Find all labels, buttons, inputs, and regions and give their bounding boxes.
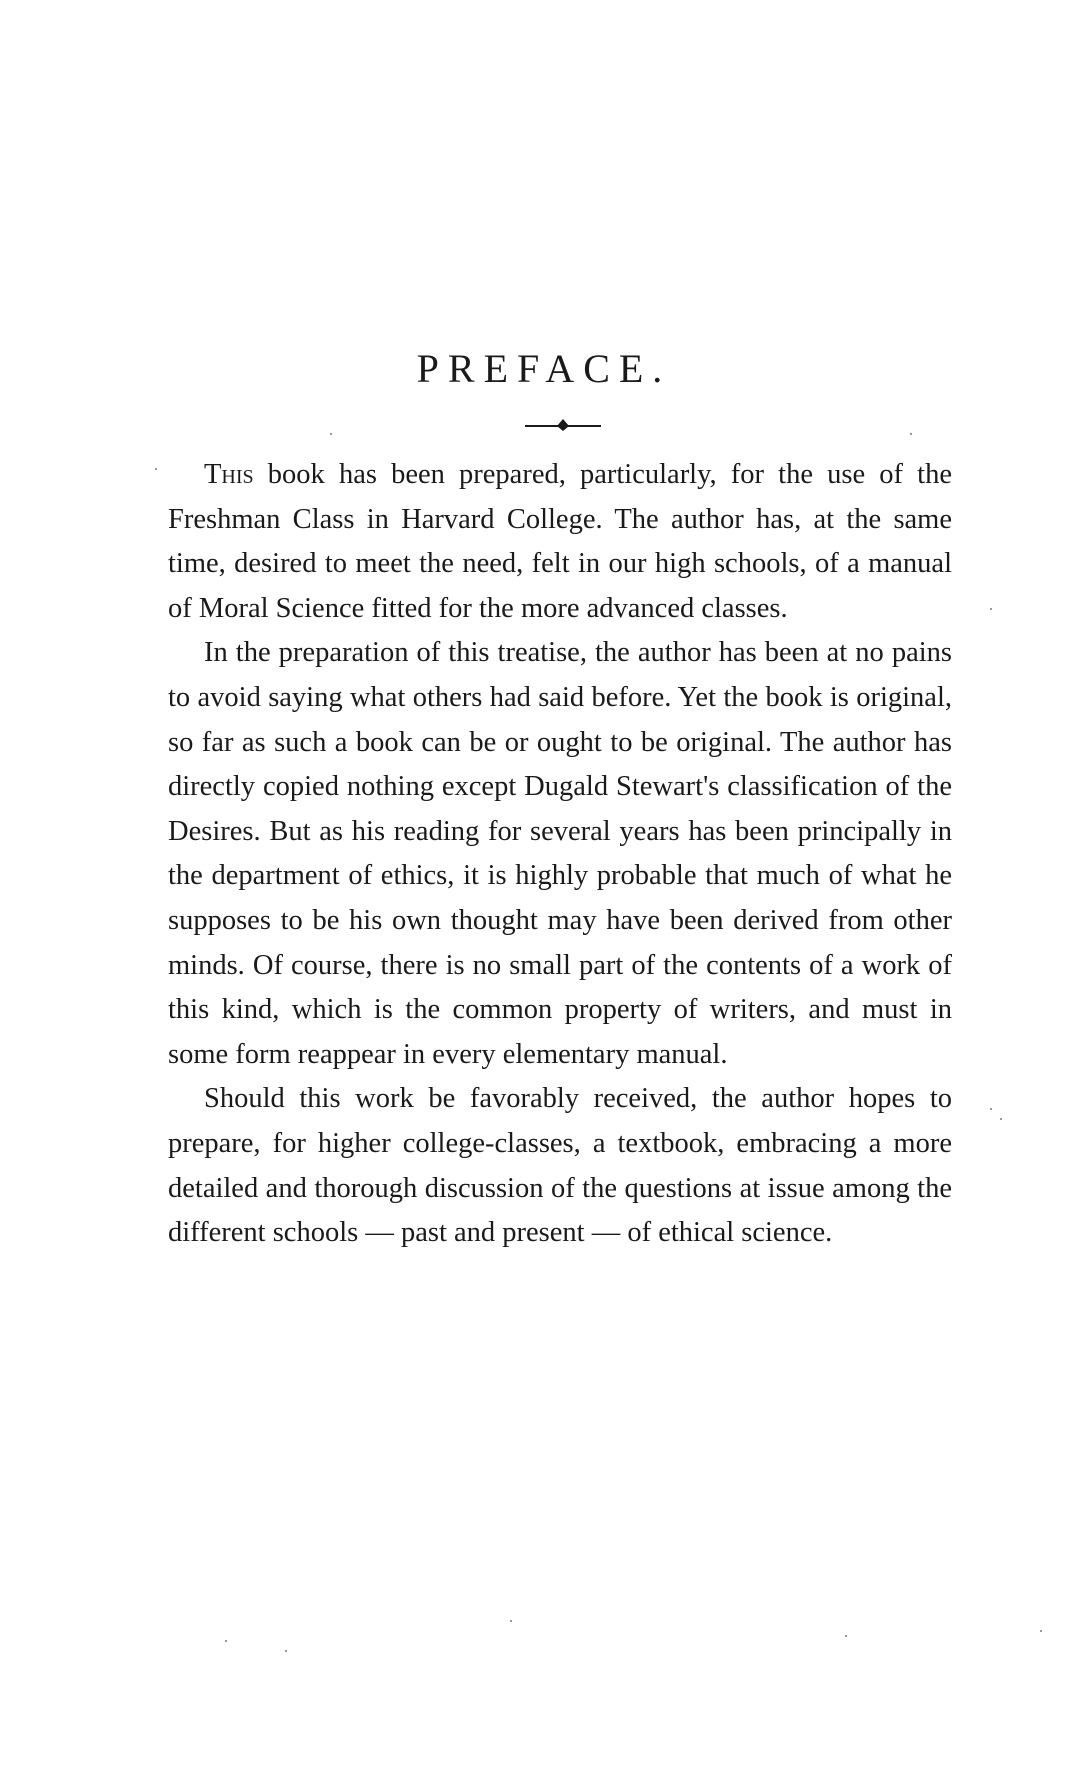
print-speck bbox=[510, 1620, 512, 1622]
paragraph-text: Should this work be favorably received, the author hopes to prepare, for higher college-classes, a textbook, embracing a more detailed and thorough discussion of the questions at issue among the different schools — past and present — of ethical science. bbox=[168, 1083, 952, 1249]
print-speck bbox=[225, 1640, 227, 1642]
paragraph-1 bbox=[168, 453, 952, 631]
paragraph-3 bbox=[168, 1077, 952, 1255]
paragraph-text: In the preparation of this treatise, the author has been at no pains to avoid saying what others had said before. Yet the book is original, so far as such a book can be or ought to be original. The author has directly copied nothing except Dugald Stewart's classification of the Desires. But as his reading for several years has been principally in the department of ethics, it is highly probable that much of what he supposes to be his own thought may have been derived from other minds. Of course, there is no small part of the contents of a work of this kind, which is the common property of writers, and must in some form reappear in every elementary manual. bbox=[168, 637, 952, 1070]
print-speck bbox=[330, 433, 332, 435]
page-title: PREFACE. bbox=[416, 346, 672, 391]
print-speck bbox=[845, 1635, 847, 1637]
print-speck bbox=[990, 1108, 992, 1110]
print-speck bbox=[1000, 1118, 1002, 1120]
paragraph-lead-word: This bbox=[204, 459, 254, 490]
print-speck bbox=[285, 1650, 287, 1652]
print-speck bbox=[910, 433, 912, 435]
paragraph-2 bbox=[168, 631, 952, 1077]
paragraph-text: book has been prepared, particularly, for the use of the Freshman Class in Harvard College. The author has, at the same time, desired to meet the need, felt in our high schools, of a manual of Moral Science fitted for the more advanced classes. bbox=[168, 459, 952, 624]
print-speck bbox=[155, 468, 157, 470]
print-speck bbox=[990, 608, 992, 610]
print-speck bbox=[1040, 1630, 1042, 1632]
divider-ornament-icon bbox=[525, 418, 601, 432]
preface-body bbox=[168, 453, 952, 1256]
